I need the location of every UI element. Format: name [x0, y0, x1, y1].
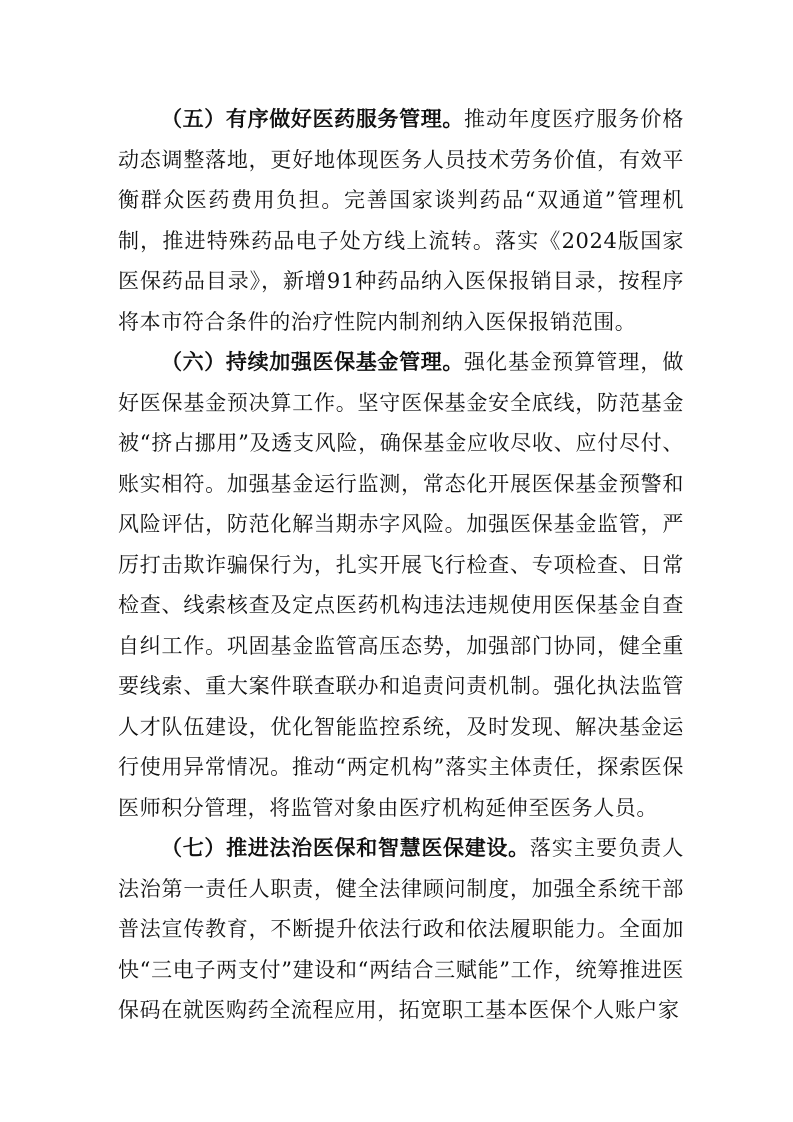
section-6-text: 强化基金预算管理，做好医保基金预决算工作。坚守医保基金安全底线，防范基金被“挤占挪用”及透支风险，确保基金应收尽收、应付尽付、账实相符。加强基金运行监测，常态化开展医保基金预警和风险评估，防范化解当期赤字风险。加强医保基金监管，严厉打击欺诈骗保行为，扎实开展飞行检查、专项检查、日常检查、线索核查及定点医药机构违法违规使用医保基金自查自纠工作。巩固基金监管高压态势，加强部门协同，健全重要线索、重大案件联查联办和追责问责机制。强化执法监管人才队伍建设，优化智能监控系统，及时发现、解决基金运行使用异常情况。推动“两定机构”落实主体责任，探索医保医师积分管理，将监管对象由医疗机构延伸至医务人员。: [118, 350, 684, 820]
paragraph-section-6: [118, 342, 684, 828]
section-5-text: 推动年度医疗服务价格动态调整落地，更好地体现医务人员技术劳务价值，有效平衡群众医药费用负担。完善国家谈判药品“双通道”管理机制，推进特殊药品电子处方线上流转。落实《2024版国家医保药品目录》，新增91种药品纳入医保报销目录，按程序将本市符合条件的治疗性院内制剂纳入医保报销范围。: [118, 107, 684, 334]
document-body: [118, 99, 684, 1031]
section-6-heading: （六）持续加强医保基金管理。: [161, 350, 464, 374]
paragraph-section-5: [118, 99, 684, 342]
section-7-heading: （七）推进法治医保和智慧医保建设。: [161, 836, 530, 860]
paragraph-section-7: [118, 828, 684, 1031]
section-5-heading: （五）有序做好医药服务管理。: [161, 107, 464, 131]
section-7-text: 落实主要负责人法治第一责任人职责，健全法律顾问制度，加强全系统干部普法宣传教育，不断提升依法行政和依法履职能力。全面加快“三电子两支付”建设和“两结合三赋能”工作，统筹推进医保码在就医购药全流程应用，拓宽职工基本医保个人账户家: [118, 836, 684, 1022]
